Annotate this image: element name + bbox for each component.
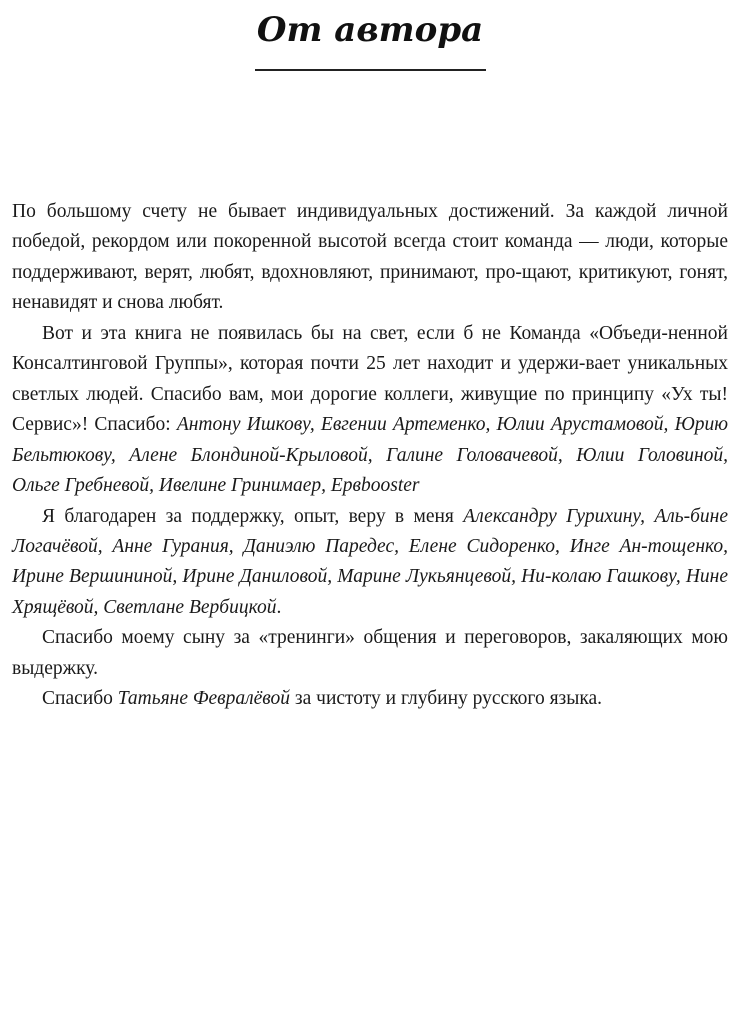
text-run: Спасибо моему сыну за «тренинги» общения и переговоров, закаляющих мою выдержку. [12, 627, 728, 679]
paragraph-1 [12, 197, 728, 319]
names-list-italic: Александру Гурихину, Аль-бине Логачёвой, Анне Гурания, Даниэлю Паредес, Елене Сидоренко, Инге Ан-тощенко, Ирине Вершининой, Ирине Даниловой, Марине Лукьянцевой, Ни-колаю Гашкову, Нине Хрящёвой, Светлане Вербицкой [12, 505, 728, 618]
text-run: Спасибо [42, 688, 118, 710]
body-text [12, 197, 728, 715]
text-run: По большому счету не бывает индивидуальных достижений. За каждой личной победой, рекордом или покоренной высотой всегда стоит команда — люди, которые поддерживают, верят, любят, вдохновляют, принимают, про-щают, критикуют, гонят, ненавидят и снова любят. [12, 201, 728, 314]
text-run: за чистоту и глубину русского языка. [290, 688, 603, 710]
text-run: Я благодарен за поддержку, опыт, веру в меня [42, 505, 464, 527]
paragraph-5 [12, 684, 728, 714]
text-run: Вот и эта книга не появилась бы на свет, если б не Команда «Объеди-ненной Консалтинговой Группы», которая почти 25 лет находит и удержи-вает уникальных светлых людей. Спасибо вам, мои дорогие коллеги, живущие по принципу «Ух ты! Сервис»! Спасибо: [12, 322, 728, 436]
paragraph-3 [12, 502, 728, 624]
text-run: . [276, 596, 282, 618]
title-underline [255, 69, 486, 71]
paragraph-4 [12, 623, 728, 684]
paragraph-2 [12, 319, 728, 502]
names-list-italic: Антону Ишкову, Евгении Артеменко, Юлии Арустамовой, Юрию Бельтюкову, Алене Блондиной-Крыловой, Галине Головачевой, Юлии Головиной, Ольге Гребневой, Ивелине Гринимаер, Ервbooster [12, 414, 728, 497]
name-italic: Татьяне Февралёвой [117, 688, 291, 710]
page-title: От автора [256, 10, 484, 50]
